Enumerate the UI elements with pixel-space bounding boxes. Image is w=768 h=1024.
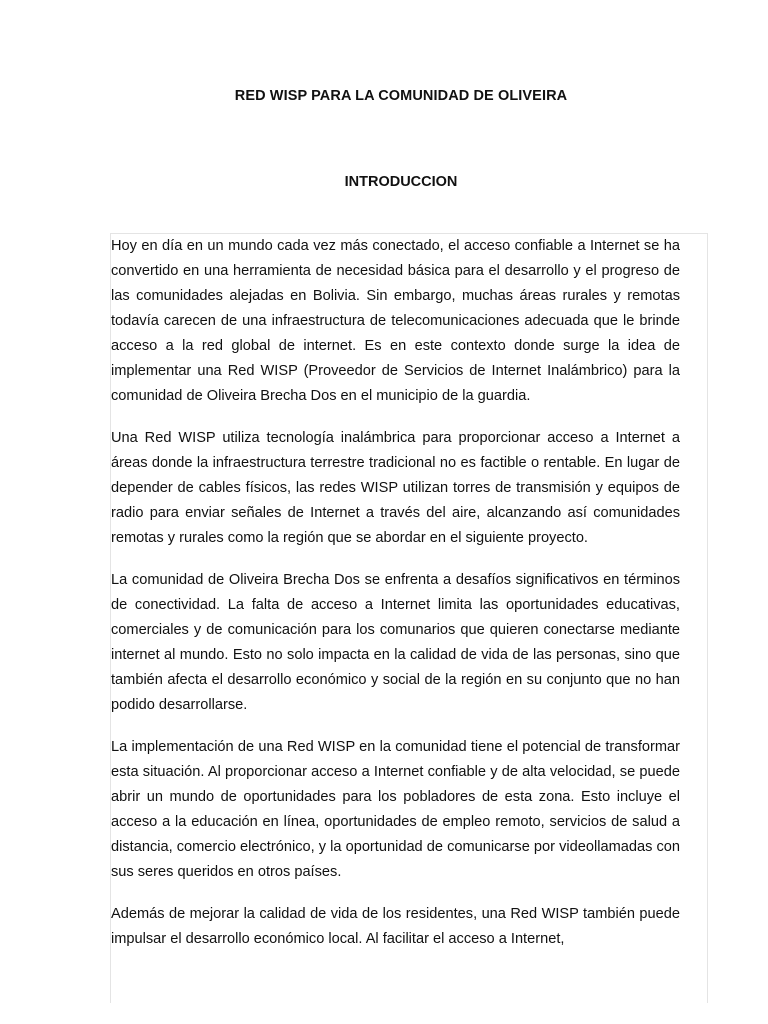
paragraph-1: Hoy en día en un mundo cada vez más conectado, el acceso confiable a Internet se ha convertido en una herramienta de necesidad básica para el desarrollo y el progreso de las comunidades alejadas en Bolivia. Sin embargo, muchas áreas rurales y remotas todavía carecen de una infraestructura de telecomunicaciones adecuada que le brinde acceso a la red global de internet. Es en este contexto donde surge la idea de implementar una Red WISP (Proveedor de Servicios de Internet Inalámbrico) para la comunidad de Oliveira Brecha Dos en el municipio de la guardia.: [111, 238, 680, 404]
section-heading: INTRODUCCION: [344, 174, 458, 190]
paragraph-2: Una Red WISP utiliza tecnología inalámbrica para proporcionar acceso a Internet a áreas donde la infraestructura terrestre tradicional no es factible o rentable. En lugar de depender de cables físicos, las redes WISP utilizan torres de transmisión y equipos de radio para enviar señales de Internet a través del aire, alcanzando así comunidades remotas y rurales como la región que se abordar en el siguiente proyecto.: [111, 430, 680, 546]
paragraph-5: Además de mejorar la calidad de vida de los residentes, una Red WISP también puede impulsar el desarrollo económico local. Al facilitar el acceso a Internet,: [111, 906, 680, 947]
paragraph-4: La implementación de una Red WISP en la comunidad tiene el potencial de transformar esta situación. Al proporcionar acceso a Internet confiable y de alta velocidad, se puede abrir un mundo de oportunidades para los pobladores de esta zona. Esto incluye el acceso a la educación en línea, oportunidades de empleo remoto, servicios de salud a distancia, comercio electrónico, y la oportunidad de comunicarse por videollamadas con sus seres queridos en otros países.: [111, 739, 680, 880]
document-title: RED WISP PARA LA COMUNIDAD DE OLIVEIRA: [234, 88, 568, 104]
text-body: [110, 233, 708, 1003]
paragraph-3: La comunidad de Oliveira Brecha Dos se enfrenta a desafíos significativos en términos de conectividad. La falta de acceso a Internet limita las oportunidades educativas, comerciales y de comunicación para los comunarios que quieren conectarse mediante internet al mundo. Esto no solo impacta en la calidad de vida de las personas, sino que también afecta el desarrollo económico y social de la región en su conjunto que no han podido desarrollarse.: [111, 572, 680, 713]
